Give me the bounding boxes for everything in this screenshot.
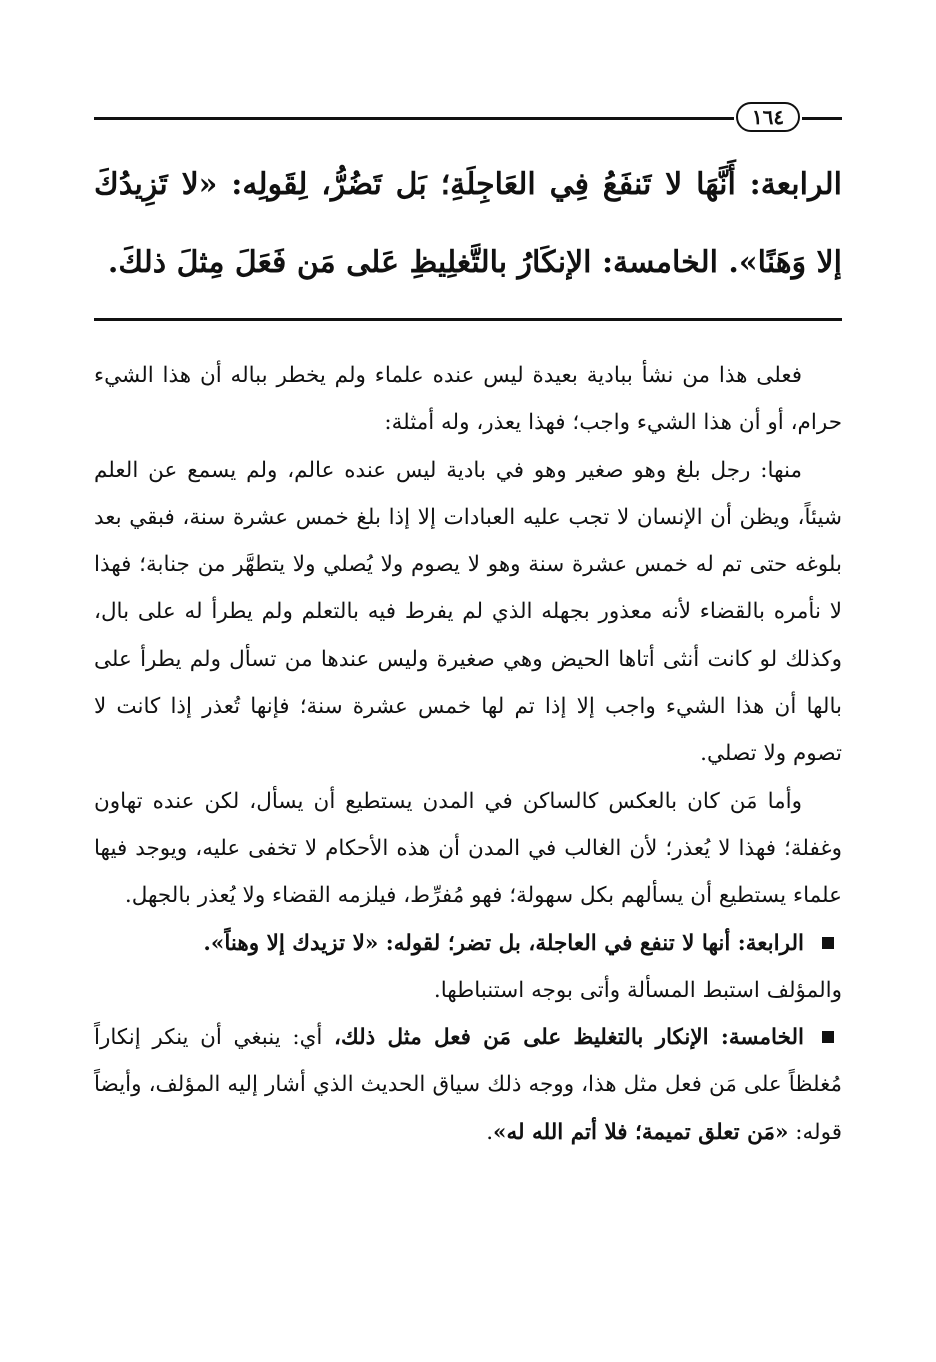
- commentary-paragraph-1: فعلى هذا من نشأ ببادية بعيدة ليس عنده علماء ولم يخطر بباله أن هذا الشيء حرام، أو أن هذا الشيء واجب؛ فهذا يعذر، وله أمثلة:: [94, 363, 842, 436]
- commentary-text: [94, 352, 842, 1156]
- bullet-fifth-heading: الخامسة: الإنكار بالتغليظ على مَن فعل مثل ذلك،: [334, 1025, 805, 1051]
- square-bullet-icon: [822, 937, 834, 949]
- matn-fifth-point: الإنكَارُ بالتَّغلِيظِ عَلى مَن فَعَلَ مِثلَ ذلكَ.: [107, 245, 592, 280]
- bullet-fifth-hadith-quote: «مَن تعلق تميمة؛ فلا أتم الله له»: [493, 1119, 789, 1145]
- page-number-badge: ١٦٤: [736, 102, 800, 132]
- matn-label-fifth: الخامسة:: [601, 245, 718, 280]
- commentary-paragraph-3: وأما مَن كان بالعكس كالساكن في المدن يستطيع أن يسأل، لكن عنده تهاون وغفلة؛ فهذا لا يُعذر؛ لأن الغالب في المدن أن هذه الأحكام لا تخفى عليه، ويوجد فيها علماء يستطيع أن يسألهم بكل سهولة؛ فهو مُفرِّط، فيلزمه القضاء ولا يُعذر بالجهل.: [94, 788, 842, 909]
- matn-text: [94, 146, 842, 302]
- bullet-fourth-explanation: والمؤلف استبط المسألة وأتى بوجه استنباطها.: [433, 977, 842, 1003]
- bullet-fourth-heading: الرابعة: أنها لا تنفع في العاجلة، بل تضر؛ لقوله: «لا تزيدك إلا وهناً».: [203, 930, 804, 956]
- bullet-fourth-point: [94, 920, 842, 967]
- header-rule-right: [802, 117, 842, 120]
- bullet-fifth-point: [94, 1014, 842, 1156]
- matn-fourth-point: أَنَّهَا لا تَنفَعُ فِي العَاجِلَةِ؛ بَل تَضُرُّ، لِقَولِه: «لا تَزِيدُكَ إلا وَهَنًا».: [94, 167, 842, 280]
- section-divider: [94, 318, 842, 321]
- bullet-fifth-explanation: أي: ينبغي أن ينكر إنكاراً مُغلظاً على مَن فعل مثل هذا، ووجه ذلك سياق الحديث الذي أشار إليه المؤلف، وأيضاً قوله:: [94, 1025, 842, 1145]
- matn-label-fourth: الرابعة:: [749, 167, 842, 202]
- header-rule-left: [94, 117, 734, 120]
- bullet-fifth-end: .: [486, 1119, 494, 1145]
- commentary-paragraph-2: منها: رجل بلغ وهو صغير وهو في بادية ليس عنده عالم، ولم يسمع عن العلم شيئاً، ويظن أن الإنسان لا تجب عليه العبادات إلا إذا بلغ خمس عشرة سنة، فبقي بعد بلوغه حتى تم له خمس عشرة سنة وهو لا يصوم ولا يُصلي ولا يتطهَّر من جنابة؛ فهذا لا نأمره بالقضاء لأنه معذور بجهله الذي لم يفرط فيه بالتعلم ولم يطرأ له على بال، وكذلك لو كانت أنثى أتاها الحيض وهي صغيرة وليس عندها من تسأل ولم يطرأ على بالها أن هذا الشيء واجب إلا إذا تم لها خمس عشرة سنة؛ فإنها تُعذر إذا كانت لا تصوم ولا تصلي.: [94, 457, 842, 767]
- square-bullet-icon: [822, 1031, 834, 1043]
